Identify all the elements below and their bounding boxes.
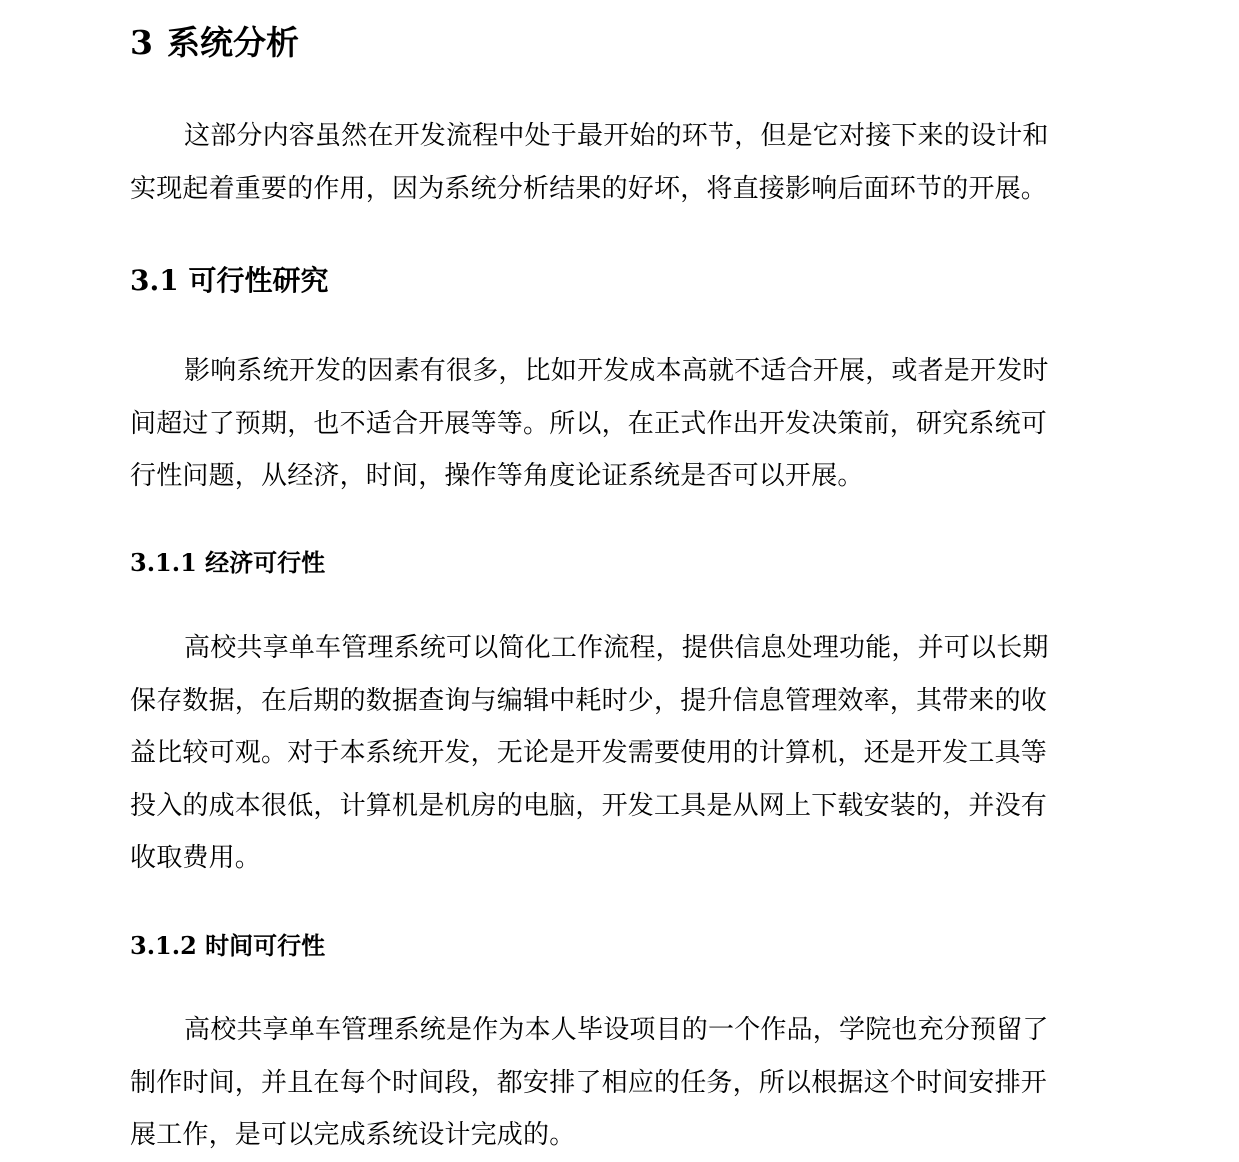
chapter-intro-paragraph: [130, 110, 1065, 215]
paragraph-line: 影响系统开发的因素有很多，比如开发成本高就不适合开展，或者是开发时: [184, 356, 1049, 386]
chapter-heading: [130, 18, 299, 68]
paragraph-line: 高校共享单车管理系统可以简化工作流程，提供信息处理功能，并可以长期: [184, 633, 1049, 663]
paragraph-line: 间超过了预期，也不适合开展等等。所以，在正式作出开发决策前，研究系统可: [130, 408, 1048, 439]
paragraph-line: 这部分内容虽然在开发流程中处于最开始的环节，但是它对接下来的设计和: [184, 121, 1049, 151]
paragraph-line: 收取费用。: [130, 843, 262, 873]
paragraph-line: 保存数据，在后期的数据查询与编辑中耗时少，提升信息管理效率，其带来的收: [130, 685, 1048, 716]
paragraph-line: 实现起着重要的作用，因为系统分析结果的好坏，将直接影响后面环节的开展。: [130, 173, 1048, 204]
paragraph-line: 展工作，是可以完成系统设计完成的。: [130, 1120, 576, 1150]
paragraph-line: 行性问题，从经济，时间，操作等角度论证系统是否可以开展。: [130, 461, 864, 491]
section-heading-3-1-2: 3.1.2 时间可行性: [130, 931, 326, 960]
paragraph-line: 制作时间，并且在每个时间段，都安排了相应的任务，所以根据这个时间安排开: [130, 1067, 1048, 1098]
paragraph-line: 高校共享单车管理系统是作为本人毕设项目的一个作品，学院也充分预留了: [184, 1015, 1049, 1045]
paragraph-line: 益比较可观。对于本系统开发，无论是开发需要使用的计算机，还是开发工具等: [130, 738, 1048, 768]
section-3-1-1-paragraph: [130, 622, 1065, 885]
section-3-1-paragraph: [130, 345, 1065, 503]
chapter-number: 3: [130, 23, 153, 62]
chapter-title: 系统分析: [166, 23, 299, 62]
section-heading-3-1: 3.1 可行性研究: [130, 264, 329, 297]
section-heading-3-1-1: 3.1.1 经济可行性: [130, 548, 326, 577]
paragraph-line: 投入的成本很低，计算机是机房的电脑，开发工具是从网上下载安装的，并没有: [130, 790, 1048, 821]
section-3-1-2-paragraph: [130, 1004, 1065, 1162]
